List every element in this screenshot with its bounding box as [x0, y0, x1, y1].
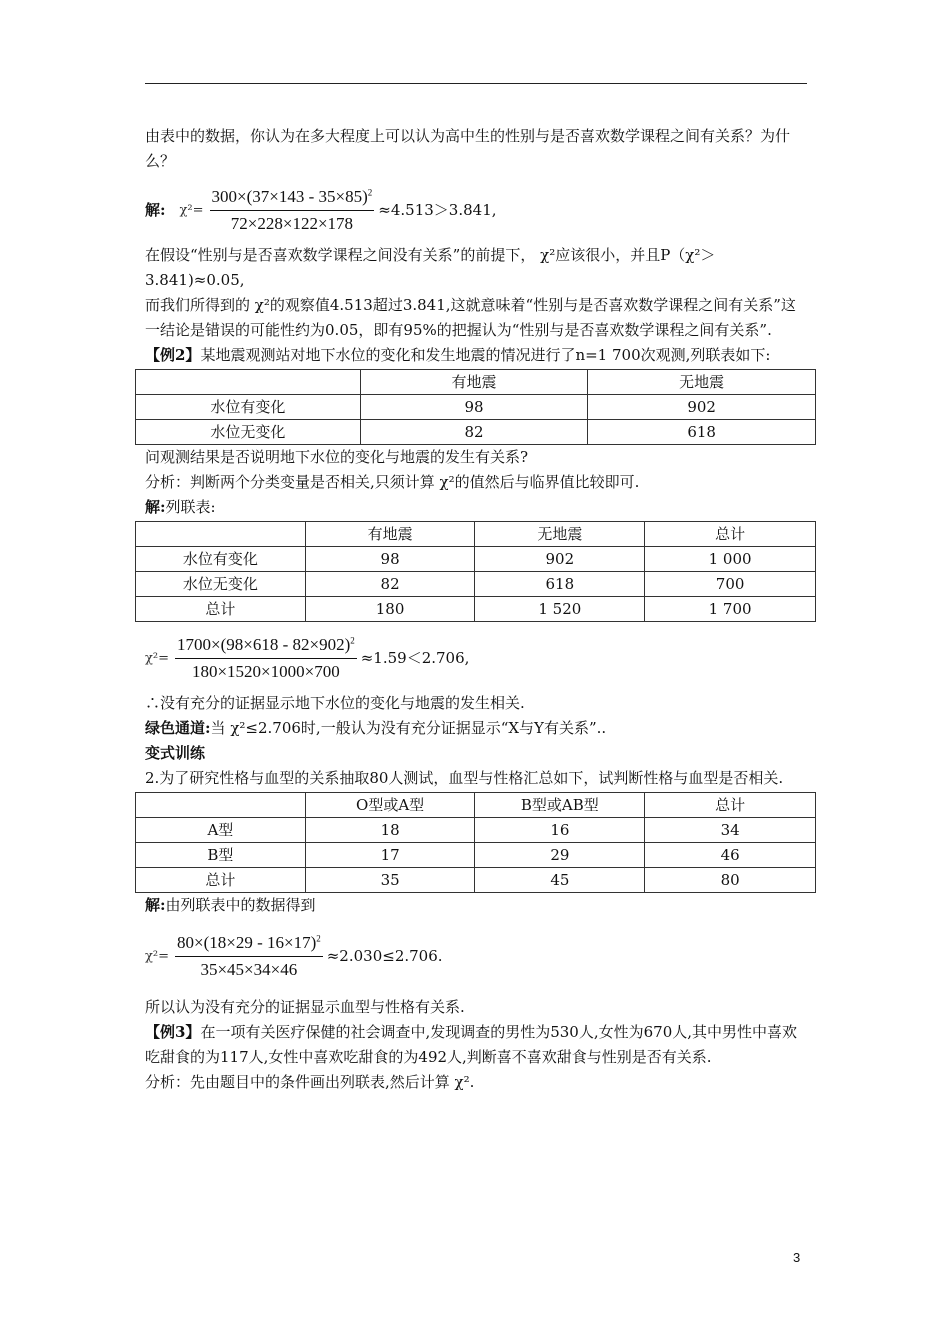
conclusion-2: ∴没有充分的证据显示地下水位的变化与地震的发生相关.: [145, 694, 525, 712]
conclusion-3: 所以认为没有充分的证据显示血型与性格有关系.: [145, 998, 465, 1016]
example-2: 【例2】某地震观测站对地下水位的变化和发生地震的情况进行了n=1 700次观测,列联表如下:: [145, 346, 771, 364]
solution-label: 解:: [145, 201, 166, 219]
table-row: 水位无变化 82 618 700: [136, 572, 816, 597]
question-2: 问观测结果是否说明地下水位的变化与地震的发生有关系?: [145, 448, 529, 466]
formula-result: ≈4.513＞3.841,: [378, 201, 497, 219]
problem-2: 2.为了研究性格与血型的关系抽取80人测试，血型与性格汇总如下，试判断性格与血型是否相关.: [145, 769, 784, 787]
table-earthquake-totals: [135, 521, 816, 622]
table-header-row: O型或A型 B型或AB型 总计: [136, 793, 816, 818]
solution-3: 解:由列联表中的数据得到: [145, 896, 316, 914]
fraction: [175, 632, 357, 685]
paragraph-observation: 而我们所得到的 χ²的观察值4.513超过3.841,这就意味着“性别与是否喜欢数学课程之间有关系”这一结论是错误的可能性约为0.05，即有95%的把握认为“性别与是否喜欢数学课程之间有关系”.: [145, 296, 796, 339]
table-row: 水位有变化 98 902: [136, 395, 816, 420]
numerator: $300\times(37\times 143 - 35\times 85)^2$: [210, 184, 375, 211]
formula-result: ≈2.030≤2.706.: [326, 947, 443, 965]
denominator: 35×45×34×46: [200, 960, 298, 979]
page-content: [145, 124, 807, 1095]
table-row: 总计 180 1 520 1 700: [136, 597, 816, 622]
table-row: A型 18 16 34: [136, 818, 816, 843]
table-row: 水位有变化 98 902 1 000: [136, 547, 816, 572]
analysis-2: 分析：判断两个分类变量是否相关,只须计算 χ²的值然后与临界值比较即可.: [145, 473, 640, 491]
table-row: 总计 35 45 80: [136, 868, 816, 893]
chi-symbol: χ²=: [145, 949, 169, 964]
example-3: 【例3】在一项有关医疗保健的社会调查中,发现调查的男性为530人,女性为670人,其中男性中喜欢吃甜食的为117人,女性中喜欢吃甜食的为492人,判断喜不喜欢甜食与性别是否有关系.: [145, 1023, 798, 1066]
solution-2: 解:列联表:: [145, 498, 216, 516]
paragraph-assumption: 在假设“性别与是否喜欢数学课程之间没有关系”的前提下， χ²应该很小，并且P（χ²＞3.841)≈0.05,: [145, 246, 716, 289]
table-header-row: 有地震 无地震 总计: [136, 522, 816, 547]
numerator: $1700\times(98\times 618 - 82\times 902)^2$: [175, 632, 357, 659]
formula-result: ≈1.59＜2.706,: [360, 649, 470, 667]
numerator: $80\times(18\times 29 - 16\times 17)^2$: [175, 930, 323, 957]
page-number: 3: [793, 1250, 801, 1265]
table-earthquake-simple: [135, 369, 816, 445]
chi-symbol: χ²=: [145, 651, 169, 666]
formula-2: [145, 632, 807, 685]
table-row: B型 17 29 46: [136, 843, 816, 868]
green-channel: 绿色通道:当 χ²≤2.706时,一般认为没有充分证据显示“X与Y有关系”..: [145, 719, 607, 737]
denominator: 180×1520×1000×700: [191, 662, 340, 681]
table-blood-personality: [135, 792, 816, 893]
table-header-row: 有地震 无地震: [136, 370, 816, 395]
header-rule: [145, 83, 807, 84]
chi-symbol: χ²=: [179, 203, 204, 218]
formula-3: [145, 930, 807, 983]
intro-question: 由表中的数据，你认为在多大程度上可以认为高中生的性别与是否喜欢数学课程之间有关系？为什么？: [145, 127, 791, 170]
variant-training-title: 变式训练: [145, 744, 206, 762]
fraction: [210, 184, 375, 237]
denominator: 72×228×122×178: [230, 214, 354, 233]
analysis-3: 分析：先由题目中的条件画出列联表,然后计算 χ².: [145, 1073, 475, 1091]
table-row: 水位无变化 82 618: [136, 420, 816, 445]
fraction: [175, 930, 323, 983]
formula-1: [145, 184, 807, 237]
